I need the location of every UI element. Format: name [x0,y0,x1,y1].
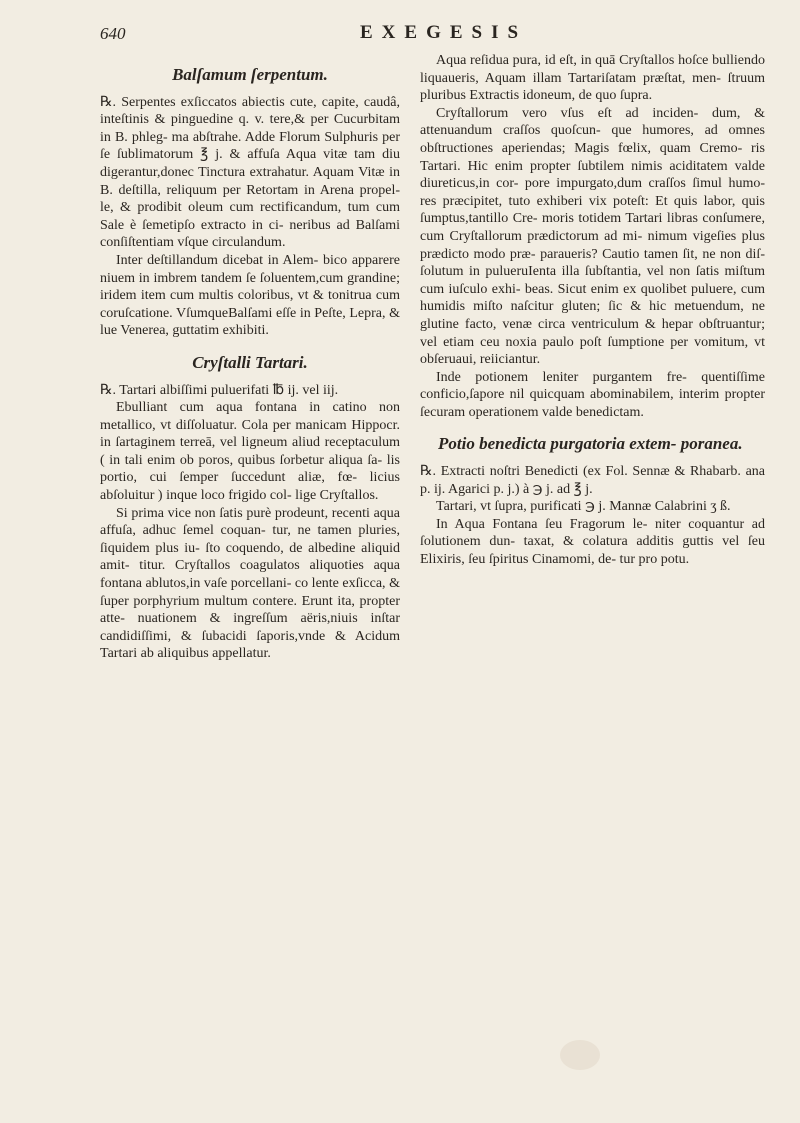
section-heading: Cryſtalli Tartari. [192,352,308,372]
page-number: 640 [100,24,126,43]
running-head: EXEGESIS [360,22,528,43]
paragraph: Aqua reſidua pura, id eſt, in quā Cryſtallos hoſce bulliendo liquaueris, Aquam illam Tartariſatam præſtat, men- ſtruum pluribus Extractis idoneum, de quo ſupra. [420,53,765,104]
paragraph: In Aqua Fontana ſeu Fragorum le- niter coquantur ad ſolutionem dun- taxat, & colatura additis guttis vel ſeu Elixiris, ſeu ſpiritus Cinamomi, de- tur pro potu. [420,516,765,568]
paragraph: ℞. Tartari albiſſimi puluerifati ℔ ij. vel iij. [100,382,339,398]
paragraph: Ebulliant cum aqua fontana in catino non metallico, vt diſſoluatur. Cola per manicam Hippocr. in ſartaginem terreā, vel ligneum aliud receptaculum ( in tali enim ob poros, quibus ſorbetur aliqua ſa- lis portio, cui ſemper ſuccedunt aliæ, fœ- licius abſoluitur ) inque loco frigido col- lige Cryſtallos. [100,400,400,504]
right-column [420,52,765,569]
section-heading: Potio benedicta purgatoria extem- poranea. [438,434,743,454]
paragraph: ℞. Serpentes exſiccatos abiectis cute, capite, caudâ, inteſtinis & pinguedine q. v. tere,& per Cucurbitam in B. phleg- ma abſtrahe. Adde Florum Sulphuris per ſe ſublimatorum ℥ j. & affuſa Aqua vitæ tam diu digerantur,donec Tinctura extrahatur. Aquam Vitæ in B. deſtilla, reliquum per Retortam in Arena propel- le, & prodibit oleum cum rectificandum, tum cum Sale è ſemetipſo extracto in ci- neribus ad Balſami conſiſtentiam vſque circulandum. [100,94,400,251]
section-heading: Balſamum ſerpentum. [172,65,328,84]
paragraph: Cryſtallorum vero vſus eſt ad inciden- dum, & attenuandum craſſos quoſcun- que humores, ad omnes obſtructiones aperiendas; Magis fœlix, quam Cremo- ris Tartari. Hic enim propter ſubtilem nimis aciditatem valde diureticus,in cor- pore impurgato,dum craſſos ſimul humo- res præcipitet, tuto exhiberi vix poteſt: Et quis labor, quis ſumptus,tantillo Cre- moris totidem Tartari libras conſumere, cum Cryſtallorum prædictorum ad mi- nimum vigeſies plus prædicto modo præ- paraueris? Cautio tamen ſit, ne non diſ- ſolutum in pulueruIenta illa ſubſtantia, vel non ſatis miſtum cum iuſculo exhi- beas. Sicut enim ex quolibet puluere, cum humidis miſto naſcitur gluten; ſic & hic metuendum, ne glutine facto, venæ circa ventriculum & hepar obſtruantur; vel etiam ceu noxia paulo poſt ſumptione per vomitum, vt obſeruaui, reiiciantur. [420,105,765,368]
paragraph: Inde potionem leniter purgantem fre- quentiſſime conficio,ſapore nil quicquam abominabilem, interim propter ſecuram operationem valde benedictam. [420,369,765,420]
paragraph: Tartari, vt ſupra, purificati ℈ j. Mannæ Calabrini ʒ ß. [436,499,731,515]
paragraph: Inter deſtillandum dicebat in Alem- bico apparere niuem in imbrem tandem ſe ſoluentem,cum grandine; iridem item cum multis coloribus, vt & tonitrua cum coruſcatione. VſumqueBalſami eſſe in Peſte, Lepra, & lue Venerea, guttatim exhibiti. [100,252,400,339]
paragraph: ℞. Extracti noſtri Benedicti (ex Fol. Sennæ & Rhabarb. ana p. ij. Agarici p. j.) à ℈ j. ad ℥ j. [420,464,765,497]
paper-stain [560,1040,600,1070]
left-column [100,52,400,663]
paragraph: Si prima vice non ſatis purè prodeunt, recenti aqua affuſa, adhuc ſemel coquan- tur, ne tamen pluries, ſiquidem plus iu- ſto coquendo, de albedine aliquid amit- titur. Cryſtallos coagulatos aliquoties aqua fontana ablutos,in vaſe porcellani- co lente exſicca, & ſuper porphyrium multum contere. Erunt ita, propter atte- nuationem & ingreſſum aëris,niuis inſtar candidiſſimi, & ſubacidi ſaporis,vnde & Acidum Tartari ab aliquibus appellatur. [100,505,400,662]
